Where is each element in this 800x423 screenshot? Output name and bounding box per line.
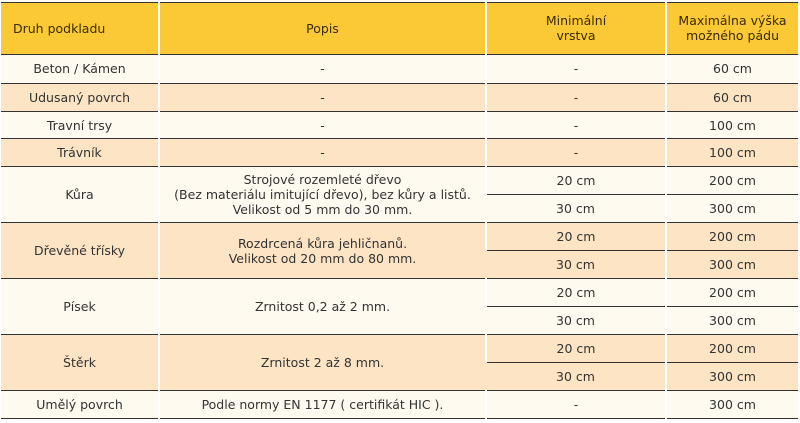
min-layer-cell: - — [486, 54, 666, 83]
surface-type-cell: Umělý povrch — [1, 390, 159, 418]
min-layer-cell: 20 cm — [486, 279, 666, 307]
max-fall-height-cell: 200 cm — [666, 279, 798, 307]
header-description: Popis — [159, 3, 486, 55]
max-fall-height-cell: 100 cm — [666, 111, 798, 139]
table-row — [1, 279, 798, 307]
min-layer-cell: - — [486, 83, 666, 111]
table-row — [1, 390, 798, 418]
surface-type-cell: Travní trsy — [1, 111, 159, 139]
description-cell: Zrnitost 0,2 až 2 mm. — [159, 279, 486, 335]
min-layer-cell: 30 cm — [486, 251, 666, 279]
description-cell: Strojové rozemleté dřevo (Bez materiálu imitující dřevo), bez kůry a listů. Velikost od 5 mm do 30 mm. — [159, 167, 486, 223]
header-surface-type: Druh podkladu — [1, 3, 159, 55]
max-fall-height-cell: 300 cm — [666, 362, 798, 390]
min-layer-cell: 20 cm — [486, 223, 666, 251]
surface-type-cell: Beton / Kámen — [1, 54, 159, 83]
surface-type-cell: Dřevěné třísky — [1, 223, 159, 279]
max-fall-height-cell: 200 cm — [666, 223, 798, 251]
surface-type-cell: Písek — [1, 279, 159, 335]
surface-type-cell: Kůra — [1, 167, 159, 223]
max-fall-height-cell: 200 cm — [666, 335, 798, 363]
description-cell: Zrnitost 2 až 8 mm. — [159, 335, 486, 391]
max-fall-height-cell: 60 cm — [666, 83, 798, 111]
description-cell: - — [159, 139, 486, 167]
description-cell: Podle normy EN 1177 ( certifikát HIC ). — [159, 390, 486, 418]
min-layer-cell: 20 cm — [486, 335, 666, 363]
header-row — [1, 3, 798, 55]
header-min-layer: Minimální vrstva — [486, 3, 666, 55]
table-row — [1, 83, 798, 111]
min-layer-cell: - — [486, 111, 666, 139]
description-cell: - — [159, 54, 486, 83]
max-fall-height-cell: 100 cm — [666, 139, 798, 167]
min-layer-cell: - — [486, 139, 666, 167]
description-cell: - — [159, 111, 486, 139]
table-row — [1, 167, 798, 195]
max-fall-height-cell: 300 cm — [666, 195, 798, 223]
header-max-fall-height: Maximálna výška možného pádu — [666, 3, 798, 55]
table-row — [1, 111, 798, 139]
min-layer-cell: 30 cm — [486, 362, 666, 390]
min-layer-cell: 20 cm — [486, 167, 666, 195]
table-row — [1, 54, 798, 83]
min-layer-cell: - — [486, 390, 666, 418]
max-fall-height-cell: 60 cm — [666, 54, 798, 83]
table-row — [1, 139, 798, 167]
surface-table — [1, 2, 798, 419]
description-cell: - — [159, 83, 486, 111]
min-layer-cell: 30 cm — [486, 307, 666, 335]
max-fall-height-cell: 300 cm — [666, 307, 798, 335]
surface-type-cell: Štěrk — [1, 335, 159, 391]
table-row — [1, 223, 798, 251]
surface-type-cell: Udusaný povrch — [1, 83, 159, 111]
table-row — [1, 335, 798, 363]
description-cell: Rozdrcená kůra jehličnanů. Velikost od 20 mm do 80 mm. — [159, 223, 486, 279]
surface-type-cell: Trávník — [1, 139, 159, 167]
max-fall-height-cell: 200 cm — [666, 167, 798, 195]
min-layer-cell: 30 cm — [486, 195, 666, 223]
max-fall-height-cell: 300 cm — [666, 251, 798, 279]
max-fall-height-cell: 300 cm — [666, 390, 798, 418]
